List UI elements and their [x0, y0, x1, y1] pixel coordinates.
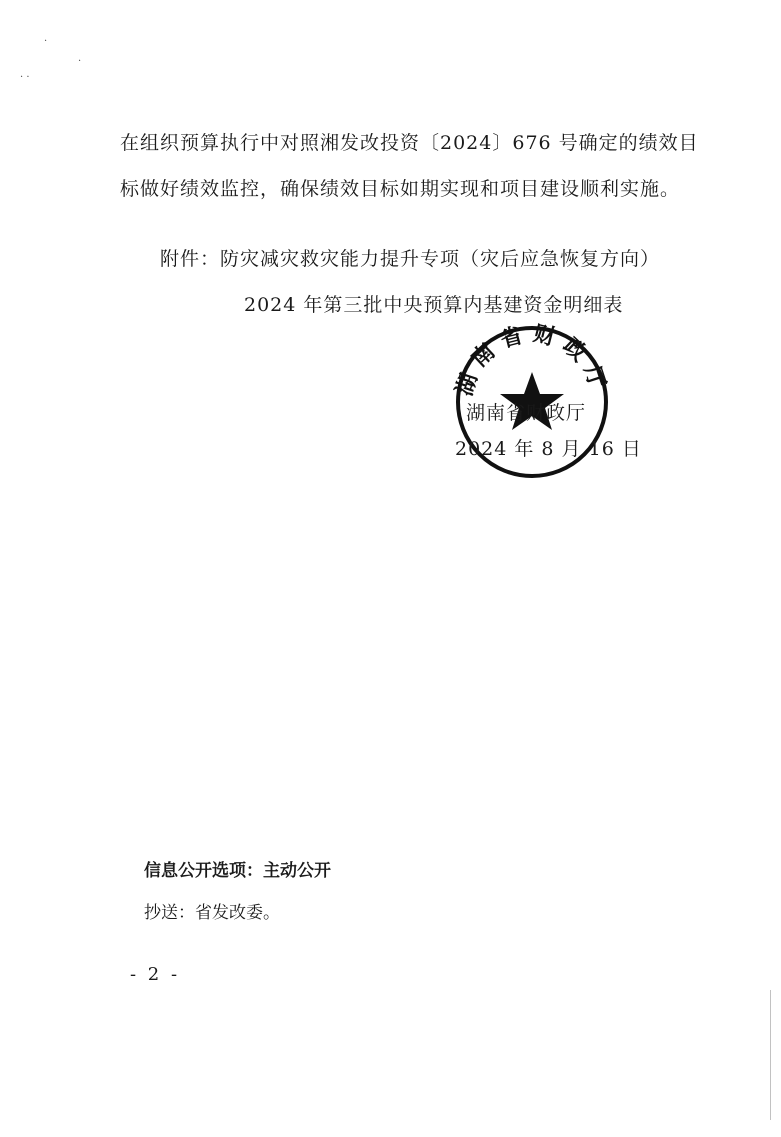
page-number: - 2 - — [130, 964, 181, 985]
scan-mark: · — [44, 36, 48, 47]
scan-mark: · — [78, 56, 82, 67]
issue-date: 2024 年 8 月 16 日 — [455, 438, 642, 460]
body-line-1: 在组织预算执行中对照湘发改投资〔2024〕676 号确定的绩效目 — [120, 132, 699, 154]
issuer-name: 湖南省财政厅 — [466, 402, 587, 424]
body-line-2: 标做好绩效监控，确保绩效目标如期实现和项目建设顺利实施。 — [120, 178, 681, 200]
attachment-line-1: 附件：防灾减灾救灾能力提升专项（灾后应急恢复方向） — [160, 248, 661, 270]
seal-text: 湖南省财政厅 — [452, 322, 612, 400]
cc-line: 抄送：省发改委。 — [144, 903, 280, 923]
attachment-line-2: 2024 年第三批中央预算内基建资金明细表 — [244, 294, 624, 316]
scan-mark: · · — [20, 72, 30, 83]
disclosure-option: 信息公开选项：主动公开 — [144, 861, 331, 881]
scan-edge — [770, 990, 771, 1120]
